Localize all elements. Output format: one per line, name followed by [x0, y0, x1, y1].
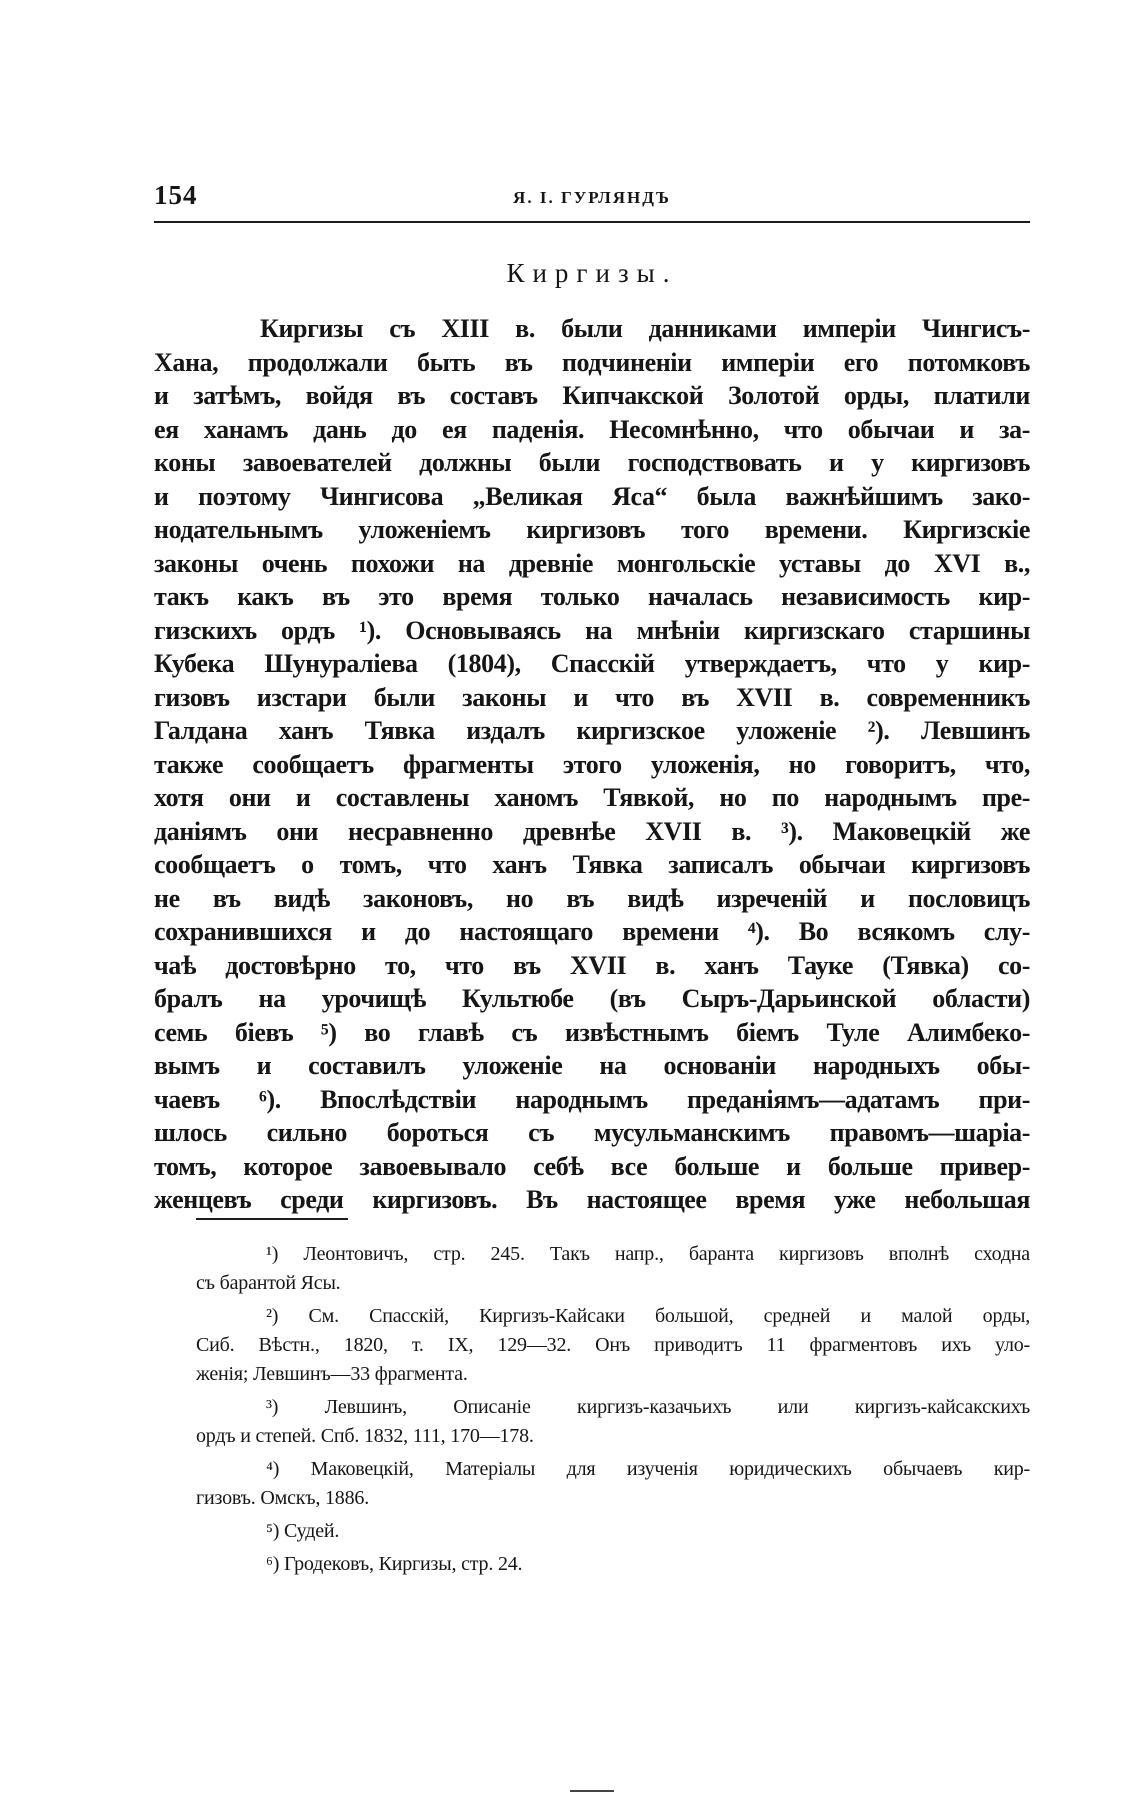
section-title: Киргизы.: [506, 258, 678, 288]
body-line: гизовъ изстари были законы и что въ XVII в. современникъ: [154, 682, 1030, 712]
body-line: даніямъ они несравненно древнѣе XVII в. ³). Маковецкій же: [154, 816, 1030, 846]
footnote-line: ⁵) Судей.: [266, 1520, 340, 1542]
body-line: и поэтому Чингисова „Великая Яса“ была важнѣйшимъ зако-: [154, 481, 1030, 511]
body-line: не въ видѣ законовъ, но въ видѣ изреченій и пословицъ: [154, 883, 1030, 913]
body-line: женцевъ среди киргизовъ. Въ настоящее время уже небольшая: [154, 1185, 1030, 1214]
page-header: [154, 180, 1030, 220]
body-line: нодательнымъ уложеніемъ киргизовъ того времени. Киргизскіе: [154, 515, 1030, 544]
bottom-divider: [570, 1790, 614, 1792]
footnote-2: [196, 1302, 1030, 1389]
body-paragraph: [154, 312, 1030, 1217]
body-line: Кубека Шунуралiева (1804), Спасскій утверждаетъ, что у кир-: [154, 649, 1030, 678]
footnote-line: ³) Левшинъ, Описаніе киргизъ-казачьихъ или киргизъ-кайсакскихъ: [266, 1396, 1030, 1418]
body-line: такъ какъ въ это время только началась независимость кир-: [154, 582, 1030, 611]
footnote-5: [196, 1517, 1030, 1546]
footnote-line: ⁴) Маковецкій, Матеріалы для изученія юридическихъ обычаевъ кир-: [266, 1458, 1030, 1480]
body-line: вымъ и составилъ уложеніе на основаніи народныхъ обы-: [154, 1051, 1030, 1080]
footnote-line: Сиб. Вѣстн., 1820, т. IX, 129—32. Онъ приводитъ 11 фрагментовъ ихъ уло-: [196, 1334, 1030, 1356]
running-head: Я. I. ГУРЛЯНДЪ: [513, 188, 671, 207]
body-line: чаѣ достовѣрно то, что въ XVII в. ханъ Тауке (Тявка) со-: [154, 950, 1030, 980]
body-line: законы очень похожи на древніе монгольскіе уставы до XVI в.,: [154, 548, 1030, 578]
body-line: семь біевъ ⁵) во главѣ съ извѣстнымъ біемъ Туле Алимбеко-: [154, 1017, 1030, 1047]
body-line: шлось сильно бороться съ мусульманскимъ правомъ—шаріа-: [154, 1118, 1030, 1147]
footnotes: [196, 1240, 1030, 1579]
body-line: коны завоевателей должны были господствовать и у киргизовъ: [154, 448, 1030, 477]
header-rule: [154, 221, 1030, 223]
footnote-6: [196, 1550, 1030, 1579]
body-line: бралъ на урочищѣ Культюбе (въ Сыръ-Дарьинской области): [154, 984, 1030, 1013]
footnote-line: ⁶) Гродековъ, Киргизы, стр. 24.: [266, 1553, 523, 1575]
body-line: ея ханамъ дань до ея паденія. Несомнѣнно, что обычаи и за-: [154, 414, 1030, 444]
footnote-rule: [196, 1218, 348, 1220]
footnote-3: [196, 1393, 1030, 1451]
footnote-line: ¹) Леонтовичъ, стр. 245. Такъ напр., баранта киргизовъ вполнѣ сходна: [266, 1243, 1030, 1265]
body-line: чаевъ ⁶). Впослѣдствіи народнымъ преданіямъ—адатамъ при-: [154, 1084, 1030, 1114]
body-line: Хана, продолжали быть въ подчиненіи имперіи его потомковъ: [154, 347, 1030, 377]
footnote-1: [196, 1240, 1030, 1298]
footnote-line: гизовъ. Омскъ, 1886.: [196, 1487, 370, 1509]
body-line: томъ, которое завоевывало себѣ все больше и больше привер-: [154, 1151, 1030, 1181]
body-line: сохранившихся и до настоящаго времени ⁴). Во всякомъ слу-: [154, 917, 1030, 946]
body-line: гизскихъ ордъ ¹). Основываясь на мнѣніи киргизскаго старшины: [154, 615, 1030, 645]
footnote-4: [196, 1455, 1030, 1513]
footnote-line: женія; Левшинъ—33 фрагмента.: [196, 1363, 468, 1385]
footnote-line: ²) См. Спасскій, Киргизъ-Кайсаки большой, средней и малой орды,: [266, 1305, 1030, 1327]
footnote-line: съ барантой Ясы.: [196, 1272, 341, 1294]
body-line: и затѣмъ, войдя въ составъ Кипчакской Золотой орды, платили: [154, 381, 1030, 410]
body-line: хотя они и составлены ханомъ Тявкой, но по народнымъ пре-: [154, 783, 1030, 812]
footnote-line: ордъ и степей. Спб. 1832, 111, 170—178.: [196, 1425, 534, 1447]
body-line: Галдана ханъ Тявка издалъ киргизское уложеніе ²). Левшинъ: [154, 716, 1030, 745]
page-number: 154: [154, 180, 198, 210]
body-line: также сообщаетъ фрагменты этого уложенія, но говоритъ, что,: [154, 749, 1030, 779]
body-line: Киргизы съ XIII в. были данниками имперіи Чингисъ-: [260, 314, 1030, 343]
body-line: сообщаетъ о томъ, что ханъ Тявка записалъ обычаи киргизовъ: [154, 850, 1030, 879]
